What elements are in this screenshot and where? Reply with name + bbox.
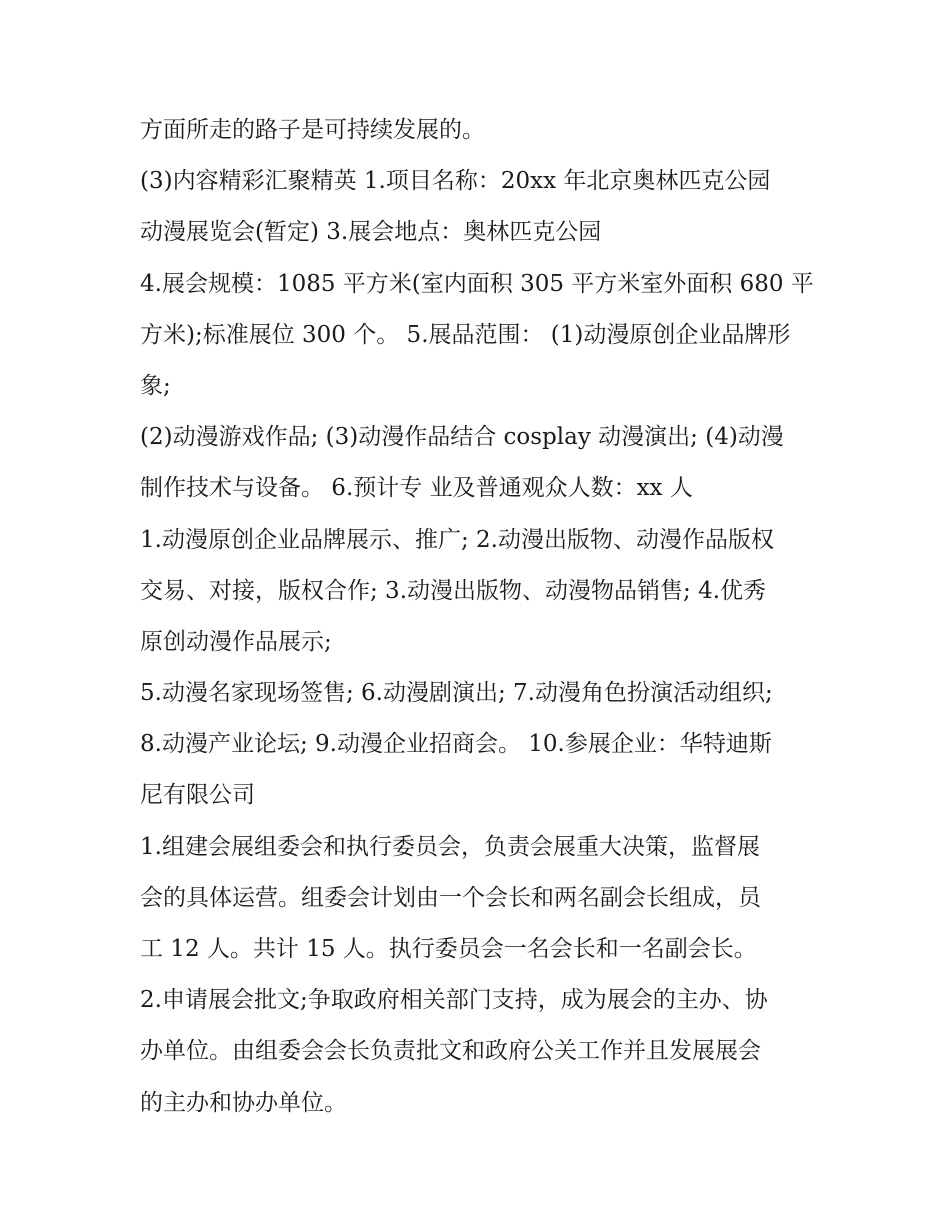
text-line: 1.组建会展组委会和执行委员会，负责会展重大决策，监督展	[140, 833, 760, 860]
text-line: (2)动漫游戏作品; (3)动漫作品结合 cosplay 动漫演出; (4)动漫	[140, 424, 784, 451]
text-line: 2.申请展会批文;争取政府相关部门支持，成为展会的主办、协	[140, 987, 768, 1014]
text-line: 5.动漫名家现场签售; 6.动漫剧演出; 7.动漫角色扮演活动组织;	[140, 680, 773, 707]
text-line: 象;	[140, 372, 171, 399]
text-line: 方面所走的路子是可持续发展的。	[140, 117, 485, 143]
text-line: 办单位。由组委会会长负责批文和政府公关工作并且发展展会	[140, 1038, 761, 1065]
text-line: 4.展会规模：1085 平方米(室内面积 305 平方米室外面积 680 平	[140, 270, 814, 297]
text-line: 原创动漫作品展示;	[140, 628, 332, 655]
text-line: 方米);标准展位 300 个。 5.展品范围： (1)动漫原创企业品牌形	[140, 321, 791, 348]
text-line: (3)内容精彩汇聚精英 1.项目名称：20xx 年北京奥林匹克公园	[140, 168, 771, 195]
text-line: 动漫展览会(暂定) 3.展会地点：奥林匹克公园	[140, 219, 602, 246]
text-line: 工 12 人。共计 15 人。执行委员会一名会长和一名副会长。	[140, 936, 757, 962]
text-line: 交易、对接，版权合作; 3.动漫出版物、动漫物品销售; 4.优秀	[140, 577, 767, 604]
text-line: 会的具体运营。组委会计划由一个会长和两名副会长组成，员	[140, 884, 761, 911]
text-line: 1.动漫原创企业品牌展示、推广; 2.动漫出版物、动漫作品版权	[140, 526, 774, 553]
text-line: 尼有限公司	[140, 782, 255, 809]
text-line: 的主办和协办单位。	[140, 1089, 347, 1116]
body-text	[140, 105, 820, 1129]
text-line: 制作技术与设备。 6.预计专 业及普通观众人数：xx 人	[140, 475, 693, 502]
text-line: 8.动漫产业论坛; 9.动漫企业招商会。 10.参展企业：华特迪斯	[140, 731, 772, 758]
